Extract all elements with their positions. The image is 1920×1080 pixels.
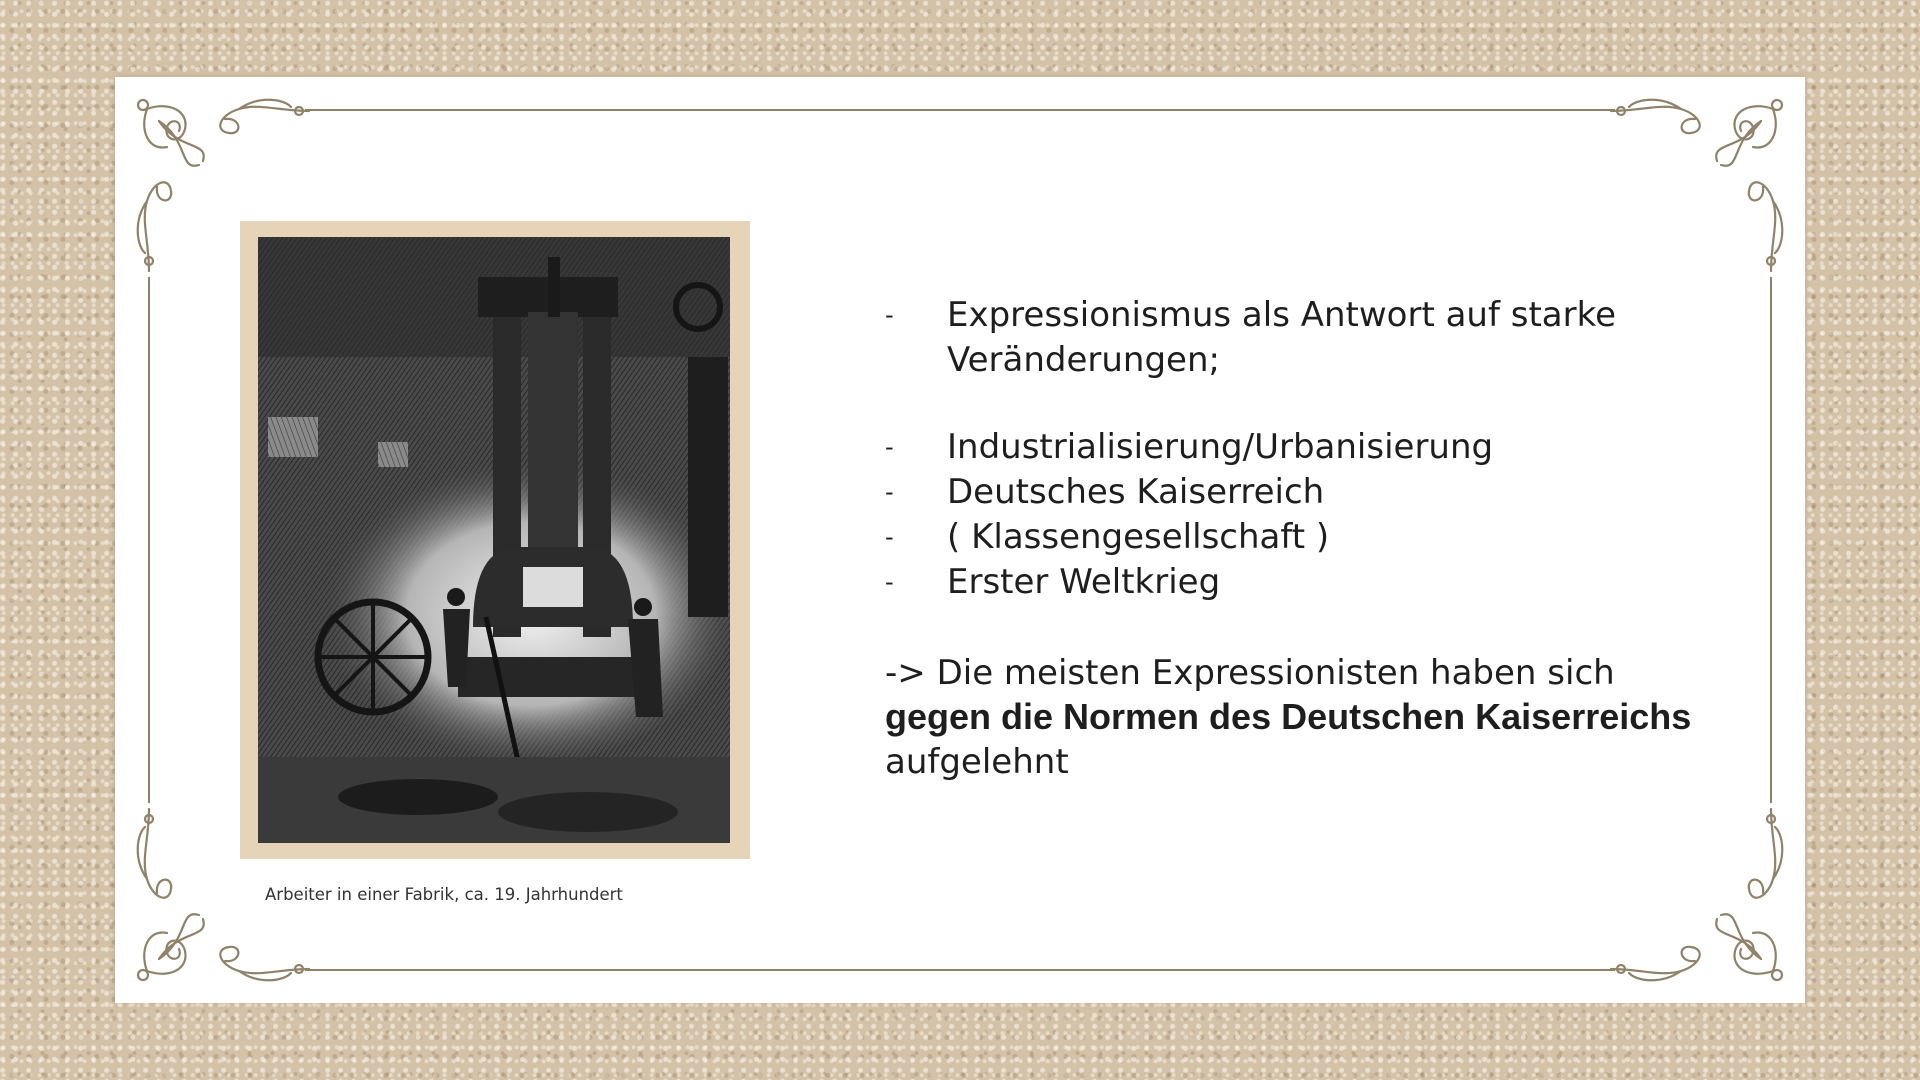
bullet-item bbox=[885, 425, 1725, 470]
slide bbox=[115, 77, 1805, 1003]
frame-right-line bbox=[1770, 277, 1772, 803]
bullet-text: Industrialisierung/Urbanisierung bbox=[947, 427, 1494, 467]
image-caption: Arbeiter in einer Fabrik, ca. 19. Jahrhundert bbox=[265, 885, 623, 904]
bullet-text: Erster Weltkrieg bbox=[947, 562, 1221, 602]
bullet-text: Deutsches Kaiserreich bbox=[947, 472, 1325, 512]
bullet-item bbox=[885, 293, 1725, 383]
bullet-marker: - bbox=[885, 568, 894, 596]
bullet-marker: - bbox=[885, 301, 894, 329]
ornament-corner-icon bbox=[1601, 799, 1801, 999]
bullet-item bbox=[885, 560, 1725, 605]
bullet-marker: - bbox=[885, 433, 894, 461]
frame-bottom-line bbox=[305, 969, 1615, 971]
ornament-corner-icon bbox=[1601, 81, 1801, 281]
slide-content bbox=[885, 293, 1725, 784]
bullet-item bbox=[885, 470, 1725, 515]
photo-frame bbox=[240, 221, 750, 859]
bullet-marker: - bbox=[885, 478, 894, 506]
bullet-marker: - bbox=[885, 523, 894, 551]
conclusion-prefix: -> Die meisten Expressionisten haben sich bbox=[885, 653, 1615, 693]
conclusion-text bbox=[885, 651, 1725, 784]
conclusion-bold: gegen die Normen des Deutschen Kaiserreichs bbox=[885, 696, 1692, 737]
frame-left-line bbox=[148, 277, 150, 803]
conclusion-suffix: aufgelehnt bbox=[885, 742, 1069, 782]
bullet-text: Expressionismus als Antwort auf starke Veränderungen; bbox=[947, 295, 1616, 380]
frame-top-line bbox=[305, 109, 1615, 111]
factory-engraving-image bbox=[258, 237, 730, 843]
bullet-item bbox=[885, 515, 1725, 560]
bullet-text: ( Klassengesellschaft ) bbox=[947, 517, 1330, 557]
